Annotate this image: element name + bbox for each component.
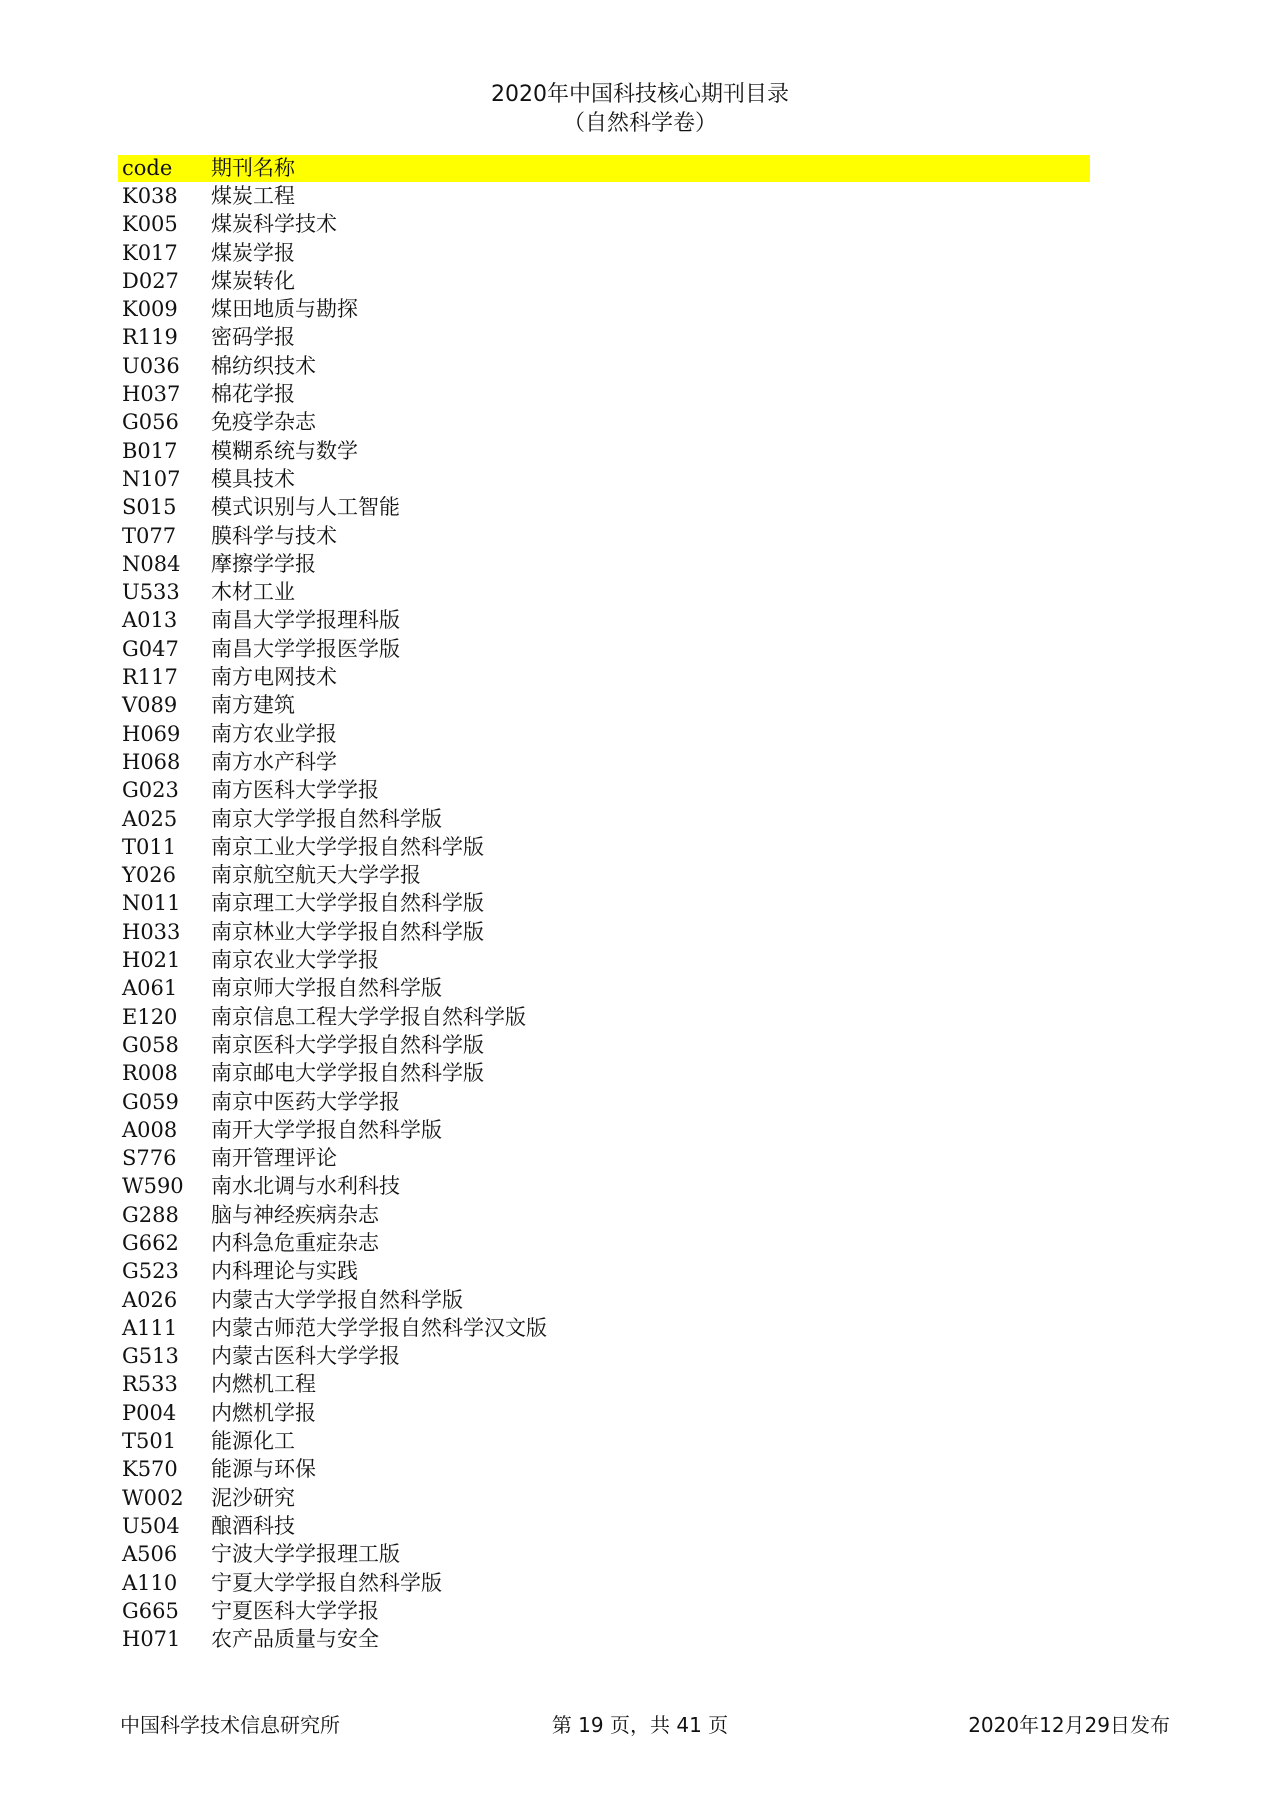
table-row bbox=[118, 1144, 1090, 1172]
table-row bbox=[118, 1427, 1090, 1455]
journal-name: 南京大学学报自然科学版 bbox=[211, 806, 442, 831]
table-row bbox=[118, 805, 1090, 833]
journal-code: A013 bbox=[122, 608, 178, 633]
journal-name: 南开管理评论 bbox=[211, 1146, 337, 1171]
journal-code: K005 bbox=[122, 212, 178, 237]
table-row bbox=[118, 1088, 1090, 1116]
table-row bbox=[118, 1597, 1090, 1625]
journal-code: W002 bbox=[122, 1485, 184, 1510]
journal-code: K038 bbox=[122, 184, 178, 208]
journal-code: D027 bbox=[122, 268, 179, 293]
journal-code: N107 bbox=[122, 466, 181, 491]
journal-code: A026 bbox=[122, 1287, 178, 1312]
table-row bbox=[118, 1484, 1090, 1512]
journal-code: U504 bbox=[122, 1513, 180, 1538]
journal-code: T501 bbox=[122, 1429, 177, 1454]
journal-code: N084 bbox=[122, 551, 181, 576]
journal-name: 内燃机学报 bbox=[211, 1400, 316, 1425]
table-row bbox=[118, 691, 1090, 719]
journal-code: G288 bbox=[122, 1202, 179, 1227]
journal-code: U533 bbox=[122, 580, 180, 605]
table-header-row bbox=[118, 155, 1090, 182]
journal-code: G059 bbox=[122, 1089, 179, 1114]
journal-code: U036 bbox=[122, 353, 180, 378]
table-row bbox=[118, 606, 1090, 634]
journal-name: 煤炭转化 bbox=[211, 268, 295, 293]
journal-name: 煤炭科学技术 bbox=[211, 212, 337, 237]
table-row bbox=[118, 1286, 1090, 1314]
journal-name: 南京中医药大学学报 bbox=[211, 1089, 400, 1114]
table-row bbox=[118, 720, 1090, 748]
table-row bbox=[118, 1314, 1090, 1342]
journal-name: 煤炭工程 bbox=[211, 184, 295, 208]
journal-code: A061 bbox=[122, 976, 178, 1001]
journal-name: 煤田地质与勘探 bbox=[211, 297, 358, 322]
journal-name: 模式识别与人工智能 bbox=[211, 495, 400, 520]
footer-publish-date: 2020年12月29日发布 bbox=[968, 1713, 1170, 1737]
journal-name: 酿酒科技 bbox=[211, 1513, 295, 1538]
journal-code: S015 bbox=[122, 495, 177, 520]
journal-name: 木材工业 bbox=[211, 580, 295, 605]
journal-code: G023 bbox=[122, 778, 179, 803]
table-row bbox=[118, 1370, 1090, 1398]
table-row bbox=[118, 776, 1090, 804]
table-row bbox=[118, 578, 1090, 606]
journal-code: P004 bbox=[122, 1400, 177, 1425]
journal-name: 南京农业大学学报 bbox=[211, 948, 379, 973]
journal-name: 内燃机工程 bbox=[211, 1372, 316, 1397]
journal-name: 密码学报 bbox=[211, 325, 295, 350]
table-row bbox=[118, 1229, 1090, 1257]
journal-code: K009 bbox=[122, 297, 178, 322]
table-row bbox=[118, 1003, 1090, 1031]
table-row bbox=[118, 635, 1090, 663]
journal-code: G056 bbox=[122, 410, 179, 435]
table-row bbox=[118, 918, 1090, 946]
journal-name: 内科急危重症杂志 bbox=[211, 1230, 379, 1255]
journal-name: 能源化工 bbox=[211, 1429, 295, 1454]
table-row bbox=[118, 748, 1090, 776]
table-row bbox=[118, 889, 1090, 917]
table-row bbox=[118, 408, 1090, 436]
table-row bbox=[118, 239, 1090, 267]
journal-table bbox=[118, 155, 1090, 1653]
journal-name: 宁夏大学学报自然科学版 bbox=[211, 1570, 442, 1595]
journal-code: A111 bbox=[122, 1315, 178, 1340]
journal-name: 南京师大学报自然科学版 bbox=[211, 976, 442, 1001]
footer-page-number: 第 19 页，共 41 页 bbox=[551, 1713, 729, 1737]
journal-code: G058 bbox=[122, 1032, 179, 1057]
table-row bbox=[118, 522, 1090, 550]
table-row bbox=[118, 465, 1090, 493]
journal-name: 南京航空航天大学学报 bbox=[211, 863, 421, 888]
table-row bbox=[118, 295, 1090, 323]
journal-code: R117 bbox=[122, 665, 178, 690]
journal-name: 南京邮电大学学报自然科学版 bbox=[211, 1061, 484, 1086]
journal-name: 南京信息工程大学学报自然科学版 bbox=[211, 1004, 526, 1029]
table-body bbox=[118, 182, 1090, 1653]
table-row bbox=[118, 1540, 1090, 1568]
table-row bbox=[118, 380, 1090, 408]
table-row bbox=[118, 437, 1090, 465]
journal-code: N011 bbox=[122, 891, 181, 916]
journal-code: H071 bbox=[122, 1627, 181, 1652]
journal-name: 南开大学学报自然科学版 bbox=[211, 1117, 442, 1142]
journal-code: H068 bbox=[122, 749, 181, 774]
table-row bbox=[118, 1116, 1090, 1144]
journal-name: 南方水产科学 bbox=[211, 749, 337, 774]
journal-code: R119 bbox=[122, 325, 178, 350]
document-subtitle: （自然科学卷） bbox=[562, 111, 717, 136]
table-row bbox=[118, 946, 1090, 974]
journal-name: 农产品质量与安全 bbox=[211, 1627, 379, 1652]
journal-code: H033 bbox=[122, 919, 181, 944]
table-row bbox=[118, 1512, 1090, 1540]
table-row bbox=[118, 1257, 1090, 1285]
journal-name: 宁夏医科大学学报 bbox=[211, 1598, 379, 1623]
journal-name: 脑与神经疾病杂志 bbox=[211, 1202, 379, 1227]
journal-code: H069 bbox=[122, 721, 181, 746]
footer-publisher: 中国科学技术信息研究所 bbox=[120, 1713, 340, 1737]
table-row bbox=[118, 267, 1090, 295]
journal-name: 南方医科大学学报 bbox=[211, 778, 379, 803]
table-row bbox=[118, 1059, 1090, 1087]
journal-code: T011 bbox=[122, 834, 177, 859]
journal-name: 南方农业学报 bbox=[211, 721, 337, 746]
journal-name: 南水北调与水利科技 bbox=[211, 1174, 400, 1199]
journal-code: H037 bbox=[122, 382, 181, 407]
journal-name: 免疫学杂志 bbox=[211, 410, 316, 435]
header-code: code bbox=[122, 156, 173, 180]
table-row bbox=[118, 1569, 1090, 1597]
table-row bbox=[118, 493, 1090, 521]
journal-name: 宁波大学学报理工版 bbox=[211, 1542, 400, 1567]
journal-code: R533 bbox=[122, 1372, 178, 1397]
journal-code: H021 bbox=[122, 948, 181, 973]
journal-code: T077 bbox=[122, 523, 177, 548]
journal-code: A025 bbox=[122, 806, 178, 831]
journal-code: S776 bbox=[122, 1146, 177, 1171]
journal-name: 膜科学与技术 bbox=[211, 523, 337, 548]
journal-name: 棉纺织技术 bbox=[211, 353, 316, 378]
journal-name: 摩擦学学报 bbox=[211, 551, 316, 576]
journal-name: 南昌大学学报医学版 bbox=[211, 636, 400, 661]
journal-name: 内科理论与实践 bbox=[211, 1259, 358, 1284]
table-row bbox=[118, 323, 1090, 351]
journal-name: 南京医科大学学报自然科学版 bbox=[211, 1032, 484, 1057]
journal-code: G513 bbox=[122, 1344, 179, 1369]
journal-code: G662 bbox=[122, 1230, 179, 1255]
table-row bbox=[118, 1625, 1090, 1653]
journal-code: V089 bbox=[122, 693, 178, 718]
journal-code: G523 bbox=[122, 1259, 179, 1284]
journal-code: G047 bbox=[122, 636, 179, 661]
journal-name: 棉花学报 bbox=[211, 382, 295, 407]
table-row bbox=[118, 1342, 1090, 1370]
table-row bbox=[118, 182, 1090, 210]
journal-code: Y026 bbox=[122, 863, 176, 888]
document-title: 2020年中国科技核心期刊目录 bbox=[491, 82, 789, 107]
journal-name: 南昌大学学报理科版 bbox=[211, 608, 400, 633]
journal-code: B017 bbox=[122, 438, 178, 463]
table-row bbox=[118, 1455, 1090, 1483]
table-row bbox=[118, 663, 1090, 691]
journal-code: E120 bbox=[122, 1004, 178, 1029]
journal-name: 模糊系统与数学 bbox=[211, 438, 358, 463]
table-row bbox=[118, 861, 1090, 889]
journal-name: 泥沙研究 bbox=[211, 1485, 295, 1510]
journal-code: K570 bbox=[122, 1457, 178, 1482]
journal-name: 内蒙古大学学报自然科学版 bbox=[211, 1287, 463, 1312]
journal-name: 煤炭学报 bbox=[211, 240, 295, 265]
journal-name: 南京林业大学学报自然科学版 bbox=[211, 919, 484, 944]
header-journal-name: 期刊名称 bbox=[211, 156, 295, 180]
journal-code: R008 bbox=[122, 1061, 178, 1086]
table-row bbox=[118, 974, 1090, 1002]
journal-name: 南京工业大学学报自然科学版 bbox=[211, 834, 484, 859]
journal-code: A008 bbox=[122, 1117, 178, 1142]
table-row bbox=[118, 550, 1090, 578]
table-row bbox=[118, 1201, 1090, 1229]
table-row bbox=[118, 352, 1090, 380]
journal-name: 南方建筑 bbox=[211, 693, 295, 718]
journal-name: 南方电网技术 bbox=[211, 665, 337, 690]
journal-name: 内蒙古师范大学学报自然科学汉文版 bbox=[211, 1315, 547, 1340]
journal-code: A110 bbox=[122, 1570, 178, 1595]
table-row bbox=[118, 833, 1090, 861]
journal-code: G665 bbox=[122, 1598, 179, 1623]
journal-name: 模具技术 bbox=[211, 466, 295, 491]
table-row bbox=[118, 210, 1090, 238]
table-row bbox=[118, 1399, 1090, 1427]
table-row bbox=[118, 1172, 1090, 1200]
journal-name: 南京理工大学学报自然科学版 bbox=[211, 891, 484, 916]
journal-name: 能源与环保 bbox=[211, 1457, 316, 1482]
table-row bbox=[118, 1031, 1090, 1059]
journal-name: 内蒙古医科大学学报 bbox=[211, 1344, 400, 1369]
journal-code: W590 bbox=[122, 1174, 184, 1199]
journal-code: A506 bbox=[122, 1542, 178, 1567]
journal-code: K017 bbox=[122, 240, 178, 265]
